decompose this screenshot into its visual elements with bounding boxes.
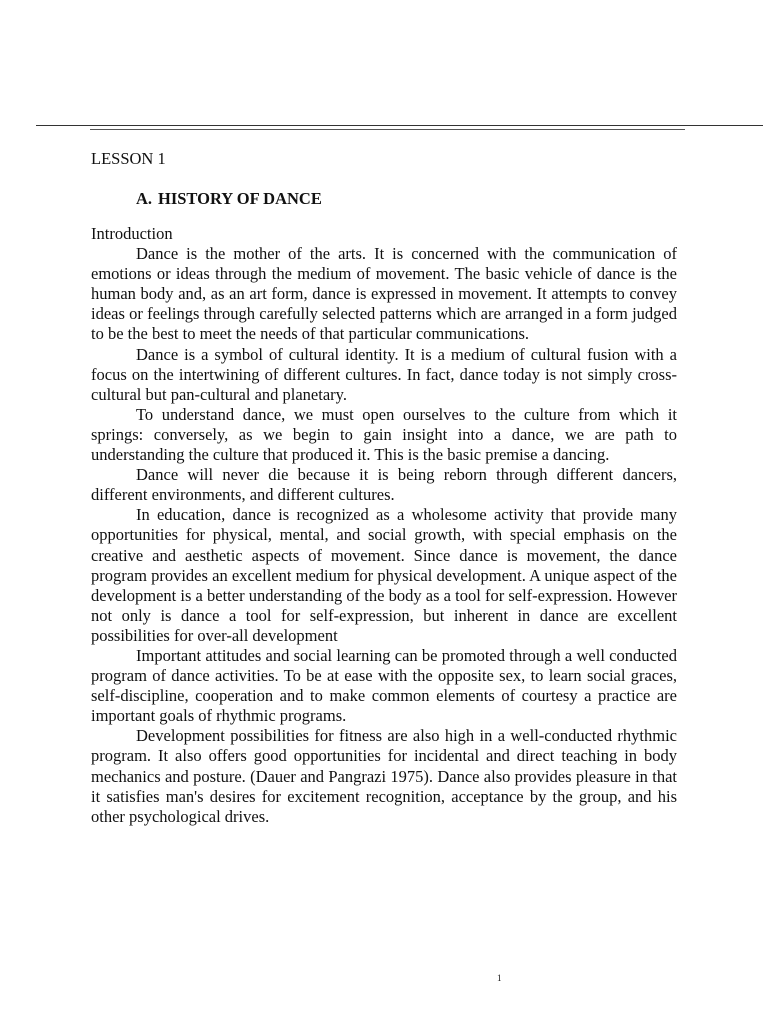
paragraph-7: Development possibilities for fitness are also high in a well-conducted rhythmic program. It also offers good opportunities for incidental and direct teaching in body mechanics and posture. (Dauer and Pangrazi 1975). Dance also provides pleasure in that it satisfies man's desires for excitement recognition, acceptance by the group, and his other psychological drives.: [91, 726, 677, 826]
section-marker: A.: [136, 189, 153, 208]
paragraph-3: To understand dance, we must open ourselves to the culture from which it springs: conversely, as we begin to gain insight into a dance, we are path to understanding the culture that produced it. This is the basic premise a dancing.: [91, 404, 677, 465]
header-rule: [36, 125, 763, 126]
paragraph-1: Dance is the mother of the arts. It is concerned with the communication of emotions or ideas through the medium of movement. The basic vehicle of dance is the human body and, as an art form, dance is expressed in movement. It attempts to convey ideas or feelings through carefully selected patterns which are arranged in a form judged to be the best to meet the needs of that particular communications.: [91, 244, 677, 344]
paragraph-5: In education, dance is recognized as a wholesome activity that provide many opportunities for physical, mental, and social growth, with special emphasis on the creative and aesthetic aspects of movement. Since dance is movement, the dance program provides an excellent medium for physical development. A unique aspect of the development is a better understanding of the body as a tool for self-expression. However not only is dance a tool for self-expression, but inherent in dance are excellent possibilities for over-all development: [91, 505, 677, 645]
section-title: HISTORY OF DANCE: [158, 189, 322, 208]
document-body: [91, 224, 677, 827]
section-heading: [136, 189, 322, 209]
paragraph-6: Important attitudes and social learning can be promoted through a well conducted program of dance activities. To be at ease with the opposite sex, to learn social graces, self-discipline, cooperation and to make common elements of courtesy a practice are important goals of rhythmic programs.: [91, 645, 677, 726]
lesson-label: LESSON 1: [91, 149, 166, 168]
paragraph-4: Dance will never die because it is being reborn through different dancers, different environments, and different cultures.: [91, 465, 677, 505]
page-number: 1: [497, 973, 502, 983]
header-rule-secondary: [90, 129, 685, 130]
introduction-label: Introduction: [91, 224, 173, 243]
paragraph-2: Dance is a symbol of cultural identity. It is a medium of cultural fusion with a focus on the intertwining of different cultures. In fact, dance today is not simply cross-cultural but pan-cultural and planetary.: [91, 344, 677, 404]
